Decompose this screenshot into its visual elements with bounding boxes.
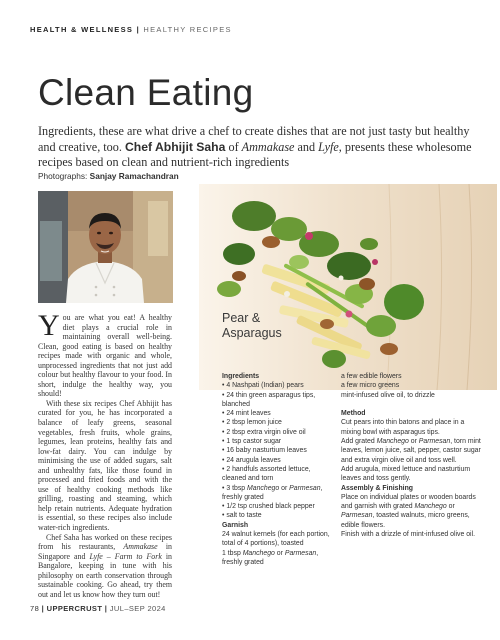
article-intro — [38, 124, 478, 171]
magazine-name: UPPERCRUST — [46, 604, 103, 613]
photo-credit-label: Photographs: — [38, 171, 90, 181]
chef-name: Chef Abhijit Saha — [124, 139, 226, 154]
method-heading: Method — [341, 410, 366, 418]
article-body — [38, 309, 172, 599]
subsection-label: HEALTHY RECIPES — [143, 25, 232, 34]
pear-asparagus-salad-image — [199, 184, 497, 390]
ingredient-item: • 2 handfuls assorted lettuce, cleaned and torn — [222, 465, 311, 483]
chef-photo — [38, 191, 173, 303]
restaurant-name: Lyfe – Farm to Fork — [89, 551, 162, 561]
ingredient-item: • 24 arugula leaves — [222, 456, 281, 464]
ingredient-item: • 24 thin green asparagus tips, blanched — [222, 391, 316, 408]
method-step: Add arugula, mixed lettuce and nasturtium leaves and toss gently. — [341, 465, 471, 483]
dish-photo — [199, 184, 497, 390]
method-column — [341, 372, 485, 539]
assembly-heading: Assembly & Finishing — [341, 484, 413, 492]
intro-text: and — [294, 139, 319, 154]
restaurant-name: Ammakase — [241, 139, 295, 154]
body-text: ou are what you eat! A healthy diet plays a crucial role in maintaining overall well-being. Clean, good eating is based on healthy recipes made with organic and whole, unprocessed ingredients that not just add colour but healthy flavour to your food. In short, indulge the healthy way, you should! — [38, 313, 172, 399]
assembly-step: Place on individual plates or wooden boards and garnish with grated Manchego or Parmesan, toasted walnuts, micro greens, edible flowers. — [341, 493, 476, 529]
ingredient-item: • 1/2 tsp crushed black pepper — [222, 503, 315, 511]
assembly-step: Finish with a drizzle of mint-infused olive oil. — [341, 531, 476, 539]
section-separator: | — [133, 25, 144, 34]
recipe-title-line: Asparagus — [222, 325, 282, 340]
ingredients-heading: Ingredients — [222, 373, 260, 380]
recipe-title-line: Pear & — [222, 311, 261, 325]
section-label: HEALTH & WELLNESS — [30, 25, 134, 34]
garnish-item: mint-infused olive oil, to drizzle — [341, 391, 435, 399]
ingredient-item: • 1 tsp castor sugar — [222, 438, 282, 446]
garnish-item: a few edible flowers — [341, 373, 402, 380]
ingredient-item: • salt to taste — [222, 512, 262, 520]
intro-text: of — [225, 139, 242, 154]
garnish-item: a few micro greens — [341, 382, 400, 390]
garnish-item: 24 walnut kernels (for each portion, total of 4 portions), toasted — [222, 531, 330, 548]
intro-text: , presents these wholesome recipes based on clean and nutrient-rich ingredients — [38, 139, 472, 169]
ingredient-item: • 16 baby nasturtium leaves — [222, 447, 307, 455]
drop-cap: Y — [38, 309, 60, 342]
issue-date: JUL–SEP 2024 — [109, 604, 166, 613]
footer-separator: | — [39, 604, 47, 613]
method-step: Add grated Manchego or Parmesan, torn mint leaves, lemon juice, salt, pepper, castor sugar and extra virgin olive oil and toss well. — [341, 438, 481, 464]
ingredients-column — [222, 372, 332, 567]
article-title: Clean Eating — [38, 72, 254, 113]
photographer-name: Sanjay Ramachandran — [89, 171, 179, 181]
photo-credit — [38, 171, 179, 181]
chef-portrait-image — [38, 191, 173, 303]
garnish-heading: Garnish — [222, 521, 249, 529]
body-paragraph: With these six recipes Chef Abhijit has curated for you, he has incorporated a balance of leafy greens, seasonal vegetables, fresh fruits, whole grains, legumes, lean proteins, healthy fats and low-fat dairy. You can indulge by minimising the use of added sugars, salt and unhealthy fats, like those found in processed and fried foods and with the use of healthy cooking methods like grilling, roasting and steaming, which help retain nutrients. Adequate hydration is essential, so these recipes also include water-rich ingredients. — [38, 398, 172, 533]
restaurant-name: Ammakase — [123, 542, 158, 552]
footer-separator: | — [102, 604, 110, 613]
intro-text: Ingredients, these are what drive a chef to create dishes that are not just tasty but healthy and creative, too. — [38, 124, 470, 154]
section-header — [30, 25, 232, 34]
page-number: 78 — [30, 604, 40, 613]
ingredient-item: • 4 Nashpati (Indian) pears — [222, 382, 304, 390]
body-text: in Singapore and — [38, 542, 172, 561]
restaurant-name: Lyfe — [318, 139, 339, 154]
body-text: in Bangalore, keeping in tune with his philosophy on earth conservation through sustainable cooking. Go ahead, try them out and let us know how they turn out! — [38, 551, 172, 599]
ingredient-item: • 24 mint leaves — [222, 410, 271, 418]
body-text: Chef Saha has worked on these recipes from his restaurants, — [38, 532, 172, 552]
body-paragraph — [38, 309, 172, 399]
ingredient-item: • 2 tbsp extra virgin olive oil — [222, 428, 306, 436]
body-paragraph — [38, 533, 172, 600]
method-step: Cut pears into thin batons and place in a mixing bowl with asparagus tips. — [341, 419, 465, 436]
recipe-title — [222, 311, 322, 340]
ingredient-item: • 3 tbsp Manchego or Parmesan, freshly grated — [222, 484, 323, 501]
garnish-item: 1 tbsp Manchego or Parmesan, freshly grated — [222, 549, 319, 566]
page-footer — [30, 604, 166, 613]
ingredient-item: • 2 tbsp lemon juice — [222, 419, 282, 427]
